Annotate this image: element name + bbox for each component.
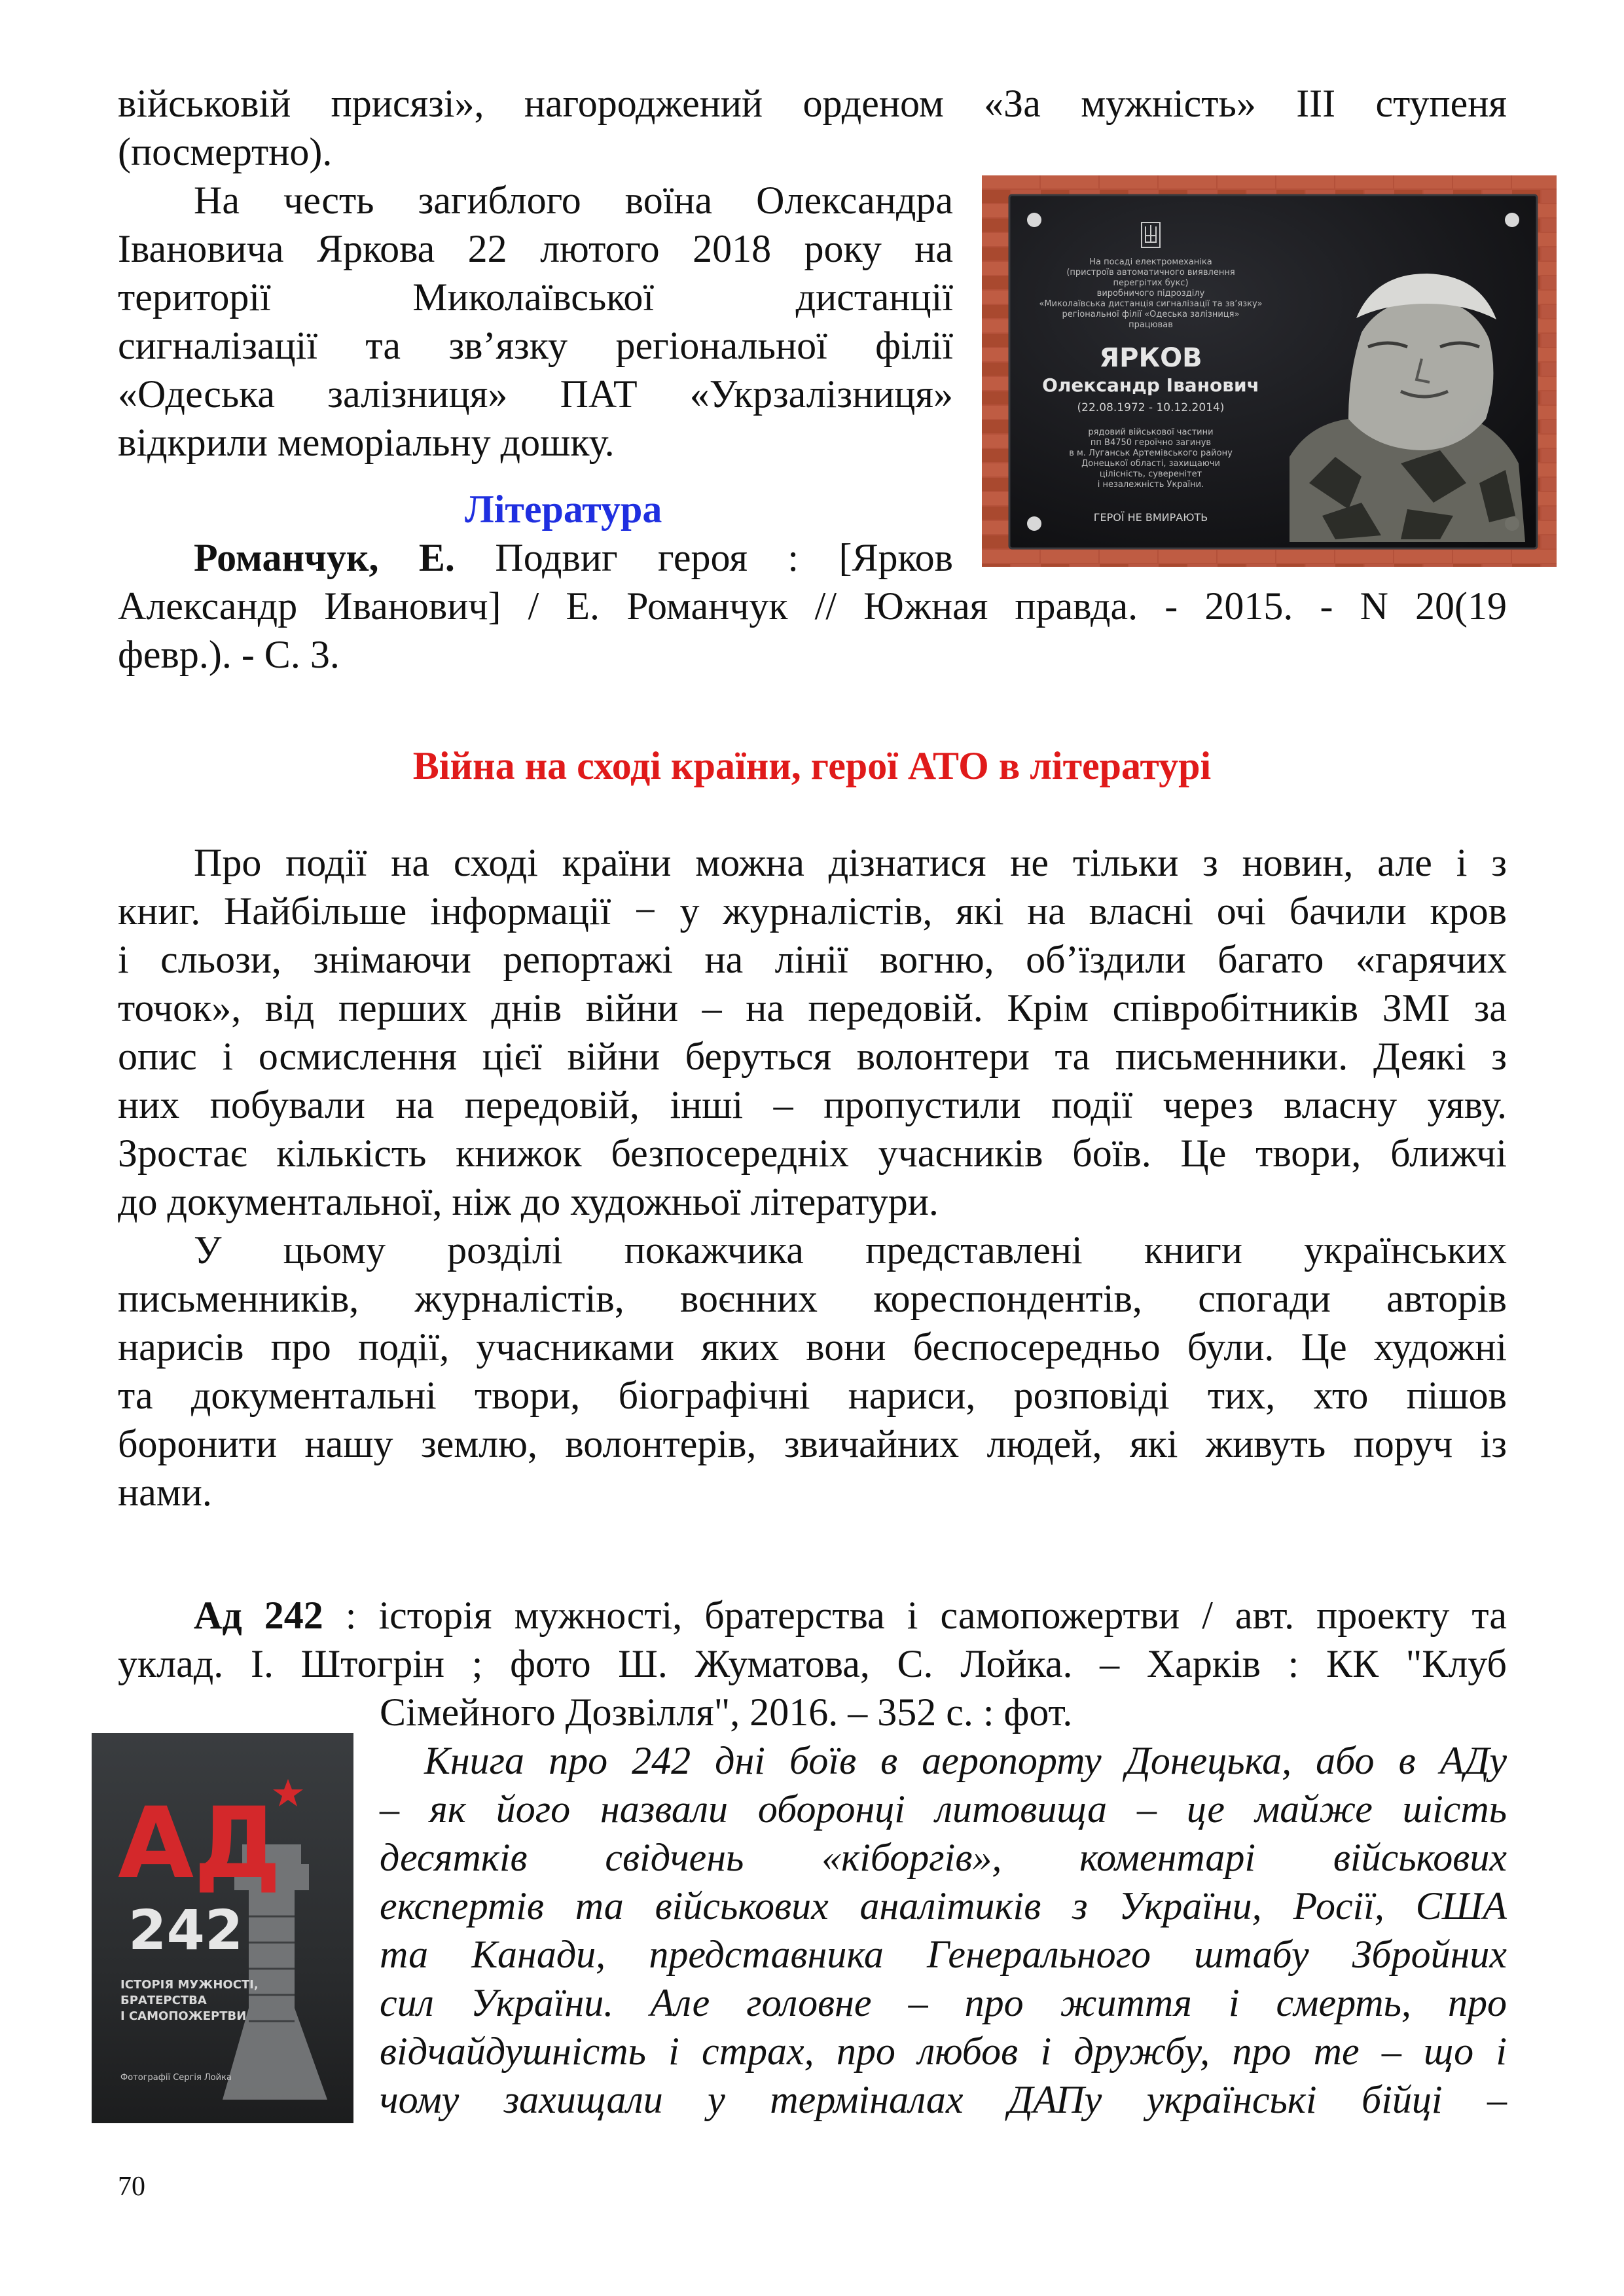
book-cover-image	[92, 1733, 353, 2123]
text-line: і сльози, знімаючи репортажі на лінії вогню, об’їздили багато «гарячих	[118, 938, 1507, 981]
plaque-name: Олександр Іванович	[1042, 374, 1259, 396]
text-line: відкрили меморіальну дошку.	[118, 421, 615, 464]
memorial-plaque-photo	[982, 175, 1557, 567]
book-title: Ад 242	[194, 1594, 323, 1637]
cover-subtitle: БРАТЕРСТВА	[120, 1994, 207, 2007]
plaque-bio-text: рядовий військової частини	[1088, 427, 1214, 437]
text-line: та документальні твори, біографічні нариси, розповіді тих, хто пішов	[118, 1374, 1507, 1417]
text-line: книг. Найбільше інформації − у журналістів, які на власні очі бачили кров	[118, 889, 1507, 933]
text-line: Зростає кількість книжок безпосередніх учасників боїв. Це твори, ближчі	[118, 1132, 1507, 1175]
plaque-small-text: (пристроїв автоматичного виявлення	[1066, 268, 1235, 278]
annotation-line: відчайдушність і страх, про любов і дружбу, про те – що і	[380, 2030, 1507, 2073]
annotation-line: сил України. Але головне – про життя і смерть, про	[380, 1981, 1507, 2024]
reference-line: Александр Иванович] / Е. Романчук // Южная правда. - 2015. - N 20(19	[118, 584, 1507, 628]
cover-subtitle: ІСТОРІЯ МУЖНОСТІ,	[120, 1978, 259, 1992]
text-line: території Миколаївської дистанції	[118, 276, 953, 319]
annotation-line: чому захищали у терміналах ДАПу українські бійці –	[380, 2078, 1507, 2121]
annotation-line: десятків свідчень «кіборгів», коментарі військових	[380, 1836, 1507, 1879]
reference-line	[194, 534, 953, 582]
plaque-dates: (22.08.1972 - 10.12.2014)	[1077, 401, 1225, 414]
text-line: (посмертно).	[118, 130, 333, 173]
cover-photographer: Фотографії Сергія Лойка	[120, 2073, 232, 2083]
text-line: військовій присязі», нагороджений орденом «За мужність» III ступеня	[118, 82, 1507, 125]
reference-line: февр.). - С. 3.	[118, 633, 340, 676]
plaque-small-text: виробничого підрозділу	[1096, 289, 1205, 298]
section-heading: Війна на сході країни, герої АТО в літературі	[412, 744, 1212, 787]
text-line: У цьому розділі покажчика представлені книги українських	[194, 1229, 1507, 1272]
text-line: них побували на передовій, інші – пропустили події через власну уяву.	[118, 1083, 1507, 1126]
annotation-line: – як його назвали оборонці литовища – це майже шість	[380, 1787, 1507, 1831]
plaque-bio-text: Донецької області, захищаючи	[1081, 459, 1220, 469]
cover-subtitle: І САМОПОЖЕРТВИ	[120, 2009, 247, 2023]
plaque-small-text: регіональної філії «Одеська залізниця»	[1062, 310, 1240, 319]
annotation-line: та Канади, представника Генерального штабу Збройних	[380, 1933, 1507, 1976]
reference-title: Подвиг героя : [Ярков	[495, 536, 953, 579]
plaque-small-text: перегрітих букс)	[1113, 278, 1189, 288]
literature-heading: Література	[465, 488, 662, 531]
text-line: Про події на сході країни можна дізнатися не тільки з новин, але і з	[194, 841, 1507, 884]
reference-author: Романчук, Е.	[194, 536, 455, 579]
text-line: письменників, журналістів, воєнних кореспондентів, спогади авторів	[118, 1277, 1507, 1320]
plaque-bio-text: цілісність, суверенітет	[1099, 469, 1202, 479]
annotation-line: Книга про 242 дні боїв в аеропорту Донецька, або в АДу	[424, 1739, 1507, 1782]
text-line: Івановича Яркова 22 лютого 2018 року на	[118, 227, 953, 270]
plaque-bio-text: і незалежність України.	[1097, 480, 1204, 490]
plaque-small-text: «Миколаївська дистанція сигналізації та зв’язку»	[1039, 299, 1263, 309]
book-entry-text: : історія мужності, братерства і самопожертви / авт. проекту та	[323, 1594, 1507, 1637]
book-entry-line	[194, 1592, 1507, 1640]
plaque-small-text: працював	[1128, 320, 1173, 330]
text-line: сигналізації та зв’язку регіональної філії	[118, 324, 953, 367]
book-entry-line: Сімейного Дозвілля", 2016. – 352 с. : фот.	[380, 1691, 1073, 1734]
text-line: нарисів про події, учасниками яких вони беспосередньо були. Це художні	[118, 1325, 1507, 1369]
text-line: точок», від перших днів війни – на передовій. Крім співробітників ЗМІ за	[118, 986, 1507, 1030]
text-line: боронити нашу землю, волонтерів, звичайних людей, які живуть поруч із	[118, 1422, 1507, 1465]
plaque-small-text: На посаді електромеханіка	[1089, 257, 1212, 267]
text-line: до документальної, ніж до художньої літератури.	[118, 1180, 939, 1223]
text-line: «Одеська залізниця» ПАТ «Укрзалізниця»	[118, 372, 953, 416]
plaque-bio-text: пп В4750 героїчно загинув	[1090, 438, 1212, 448]
text-line: На честь загиблого воїна Олександра	[194, 179, 953, 222]
annotation-line: експертів та військових аналітиків з України, Росії, США	[380, 1884, 1507, 1928]
book-entry-line: уклад. І. Штогрін ; фото Ш. Жуматова, С. Лойка. – Харків : КК "Клуб	[118, 1642, 1507, 1685]
cover-title: АД	[118, 1787, 281, 1901]
text-line: опис і осмислення цієї війни беруться волонтери та письменники. Деякі з	[118, 1035, 1507, 1078]
plaque-surname: ЯРКОВ	[1099, 343, 1202, 373]
plaque-motto: ГЕРОЇ НЕ ВМИРАЮТЬ	[1093, 511, 1208, 524]
page-number: 70	[118, 2172, 145, 2202]
text-line: нами.	[118, 1471, 212, 1514]
cover-number: 242	[128, 1898, 244, 1962]
plaque-bio-text: в м. Луганськ Артемівського району	[1069, 448, 1233, 458]
